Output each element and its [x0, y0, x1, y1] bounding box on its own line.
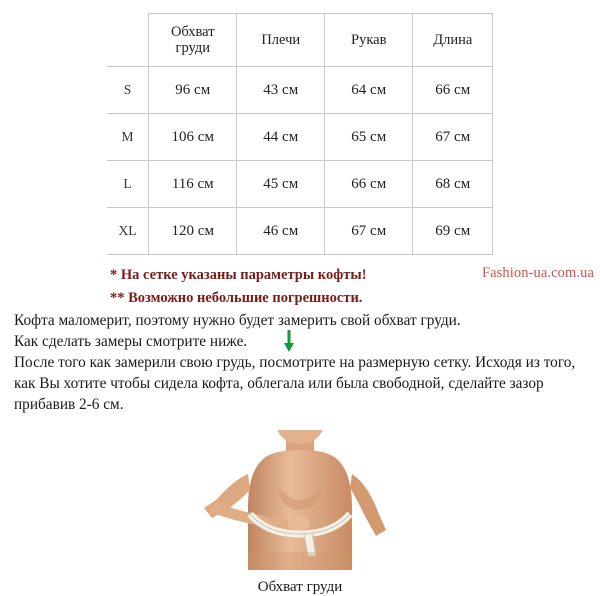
cell-m-shoulders: 44 см [237, 114, 325, 161]
cell-xl-shoulders: 46 см [237, 208, 325, 255]
cell-m-length: 67 см [413, 114, 493, 161]
table-row [107, 208, 493, 255]
note-line-2: ** Возможно небольшие погрешности. [110, 290, 363, 307]
measurement-figure [0, 430, 600, 596]
table-header-length: Длина [413, 14, 493, 67]
cell-xl-length: 69 см [413, 208, 493, 255]
cell-xl-sleeve: 67 см [325, 208, 413, 255]
cell-xl-chest: 120 см [149, 208, 237, 255]
size-label-s: S [107, 67, 149, 114]
site-watermark: Fashion-ua.com.ua [481, 265, 594, 281]
notes-block [0, 264, 600, 311]
cell-s-length: 66 см [413, 67, 493, 114]
figure-caption: Обхват груди [257, 578, 343, 595]
cell-s-shoulders: 43 см [237, 67, 325, 114]
table-row [107, 161, 493, 208]
down-arrow-icon [282, 330, 296, 354]
note-line-1: * На сетке указаны параметры кофты! [110, 267, 367, 283]
chest-measure-photo [200, 430, 400, 570]
paragraph-measure-line2: Как сделать замеры смотрите ниже. [14, 332, 248, 350]
size-label-m: M [107, 114, 149, 161]
size-label-l: L [107, 161, 149, 208]
paragraph-measure-line2-wrap [14, 332, 247, 353]
cell-m-chest: 106 см [149, 114, 237, 161]
table-header-corner [107, 14, 149, 67]
table-header-chest: Обхват груди [149, 14, 237, 67]
cell-l-shoulders: 45 см [237, 161, 325, 208]
cell-m-sleeve: 65 см [325, 114, 413, 161]
size-table-head [107, 14, 493, 67]
torso-illustration [200, 430, 400, 570]
description-block [0, 311, 600, 416]
table-header-shoulders: Плечи [237, 14, 325, 67]
size-table-body [107, 67, 493, 255]
paragraph-fit: После того как замерили свою грудь, посмотрите на размерную сетку. Исходя из того, как Вы хотите чтобы сидела кофта, облегала или была свободной, сделайте зазор прибавив 2-6 см. [14, 353, 576, 413]
cell-s-chest: 96 см [149, 67, 237, 114]
size-label-xl: XL [107, 208, 149, 255]
cell-s-sleeve: 64 см [325, 67, 413, 114]
table-row [107, 67, 493, 114]
size-table-container [0, 0, 600, 255]
table-header-sleeve: Рукав [325, 14, 413, 67]
cell-l-length: 68 см [413, 161, 493, 208]
cell-l-sleeve: 66 см [325, 161, 413, 208]
table-row [107, 114, 493, 161]
table-header-row [107, 14, 493, 67]
cell-l-chest: 116 см [149, 161, 237, 208]
paragraph-measure-line1: Кофта маломерит, поэтому нужно будет замерить свой обхват груди. [14, 311, 461, 329]
size-table [107, 13, 494, 255]
paragraph-measure [14, 311, 586, 353]
